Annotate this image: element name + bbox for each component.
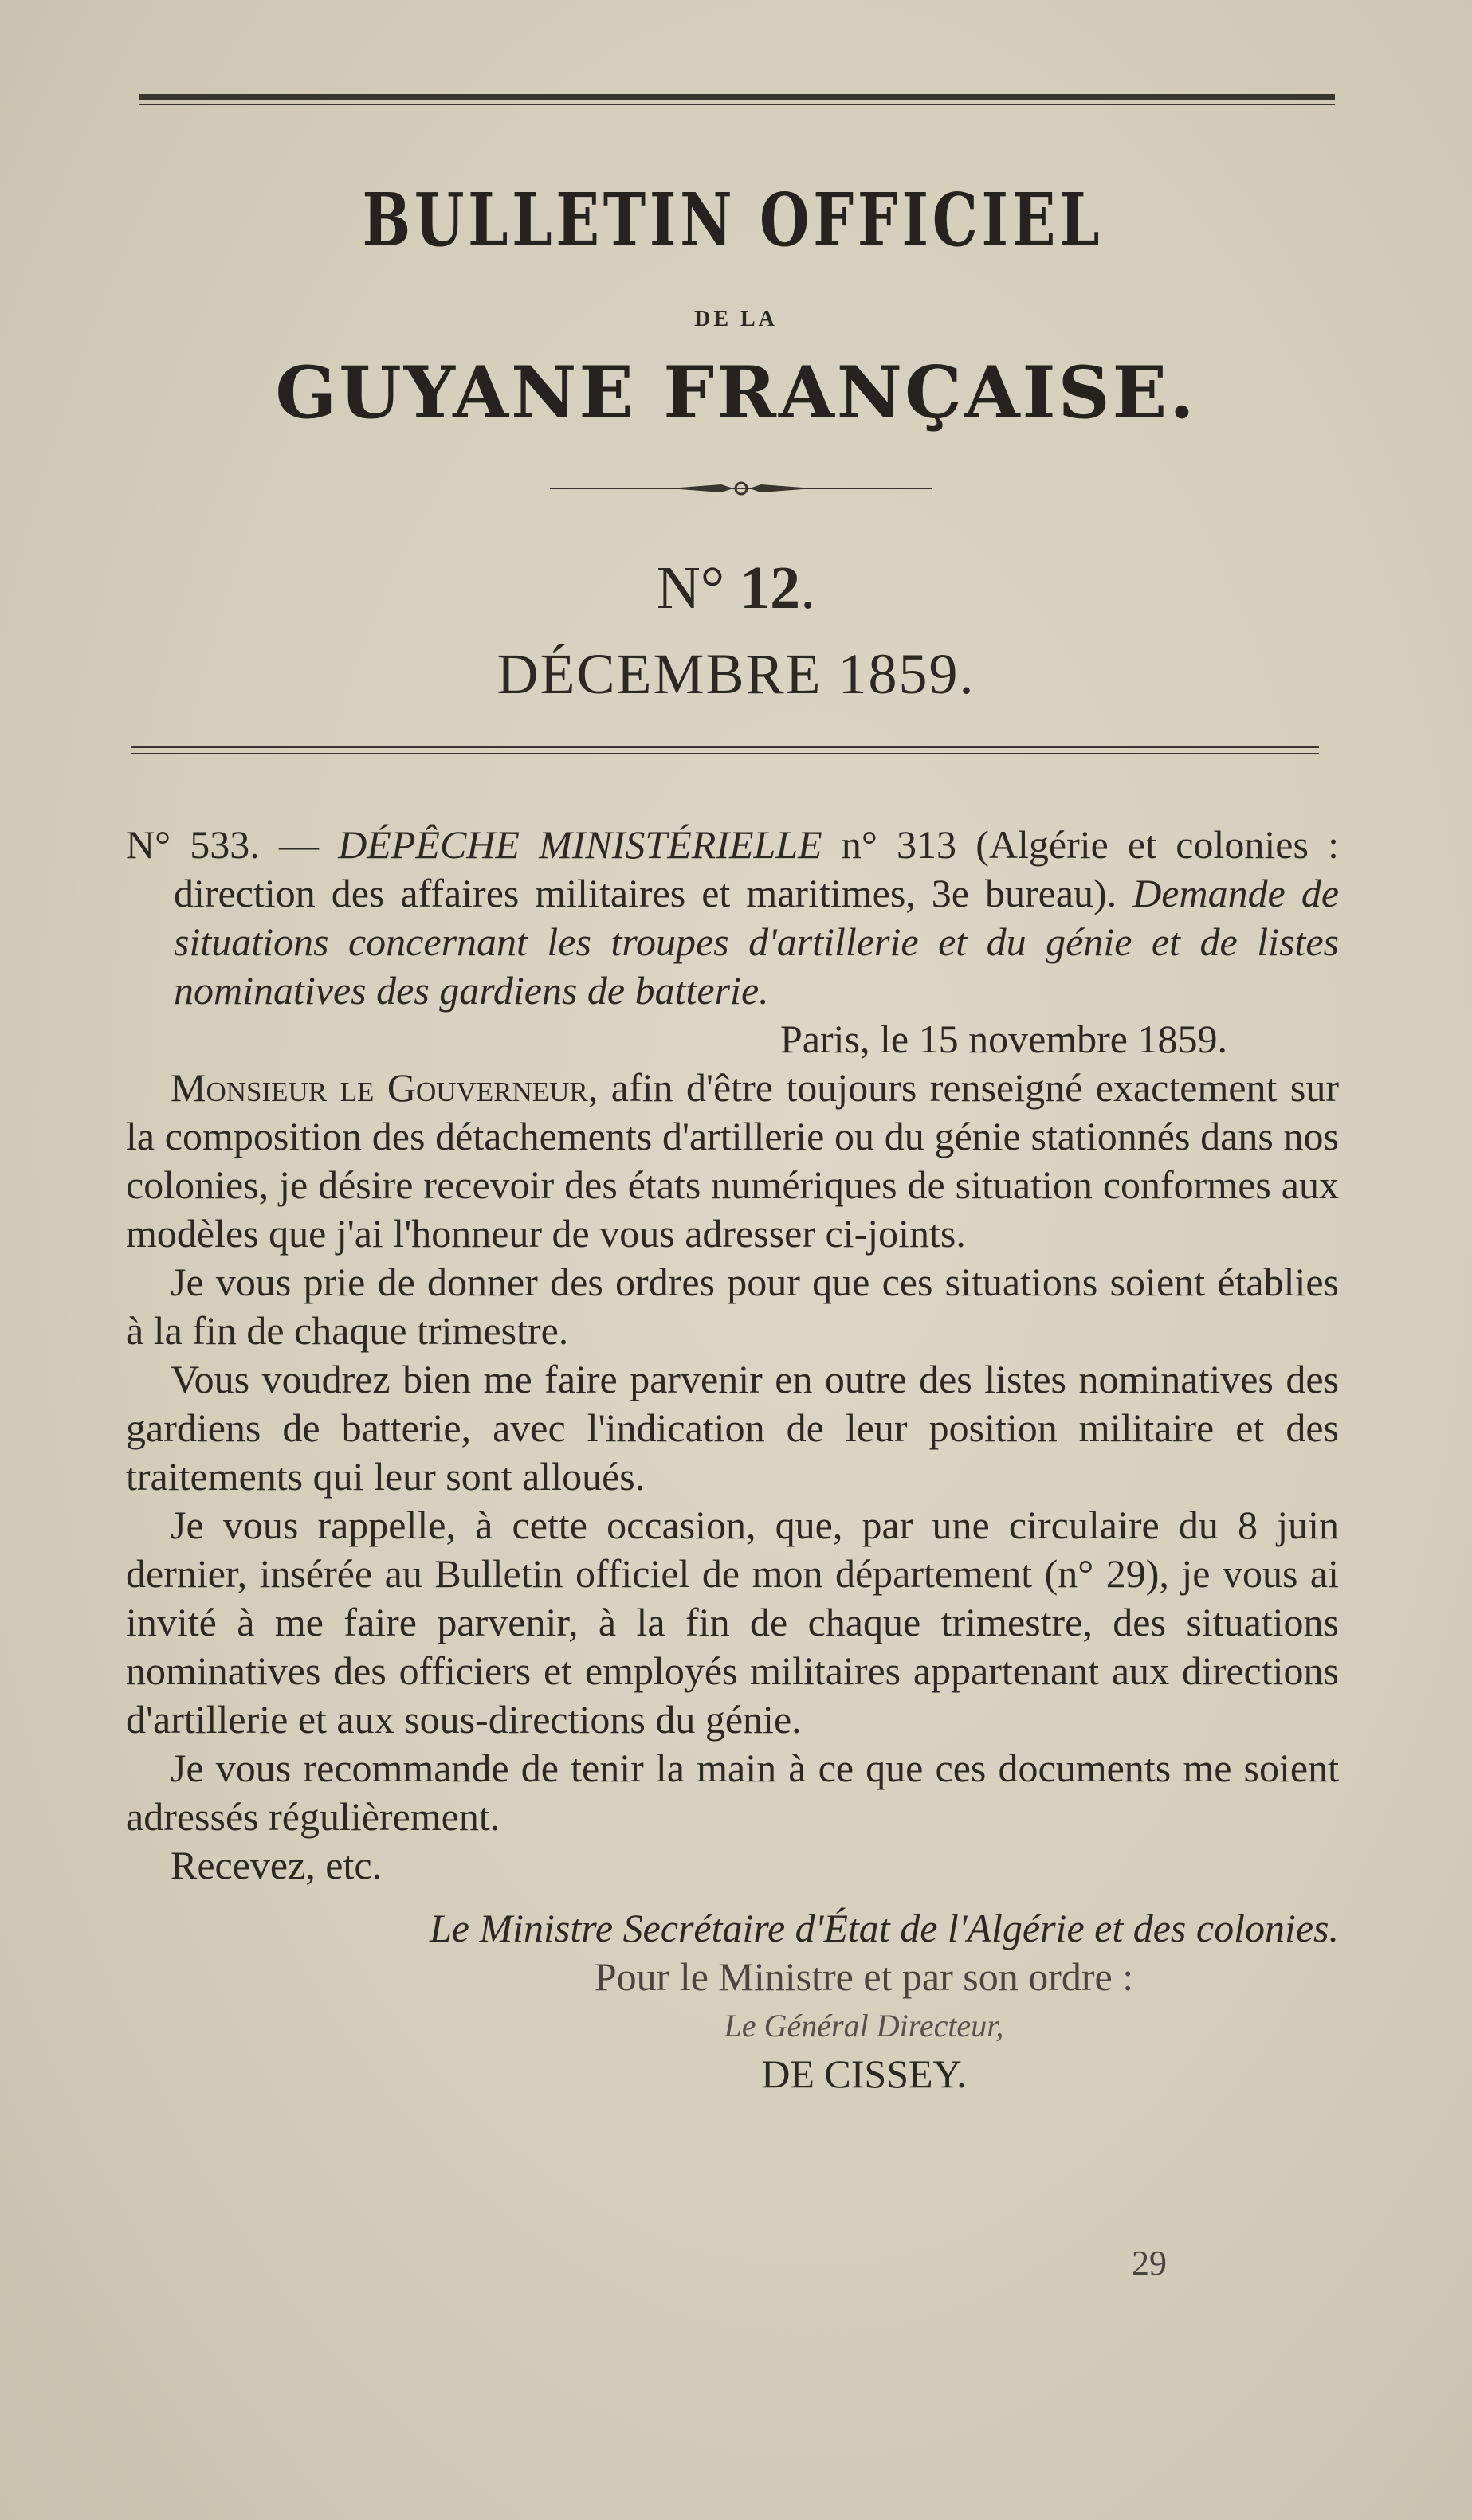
- page-number: 29: [1132, 2244, 1167, 2283]
- entry-heading: [126, 821, 1339, 1015]
- issue-number: [0, 554, 1472, 623]
- paragraph-5: Je vous recommande de tenir la main à ce que ces documents me soient adressés régulièrement.: [126, 1746, 1339, 1839]
- issue-date: DÉCEMBRE 1859.: [497, 642, 975, 706]
- paragraph-1-text: afin d'être toujours renseigné exactement sur la composition des détachements d'artillerie ou du génie stationnés dans nos colonies, je désire recevoir des états numériques de situation conformes aux modèles que j'ai l'honneur de vous adresser ci-joints.: [126, 1065, 1340, 1256]
- entry-heading-rest: n° 313 (Algérie et colonies : direction des affaires militaires et maritimes, 3e bureau).: [174, 822, 1340, 915]
- paragraph-1: [126, 1064, 1339, 1258]
- paragraph-3: Vous voudrez bien me faire parvenir en outre des listes nominatives des gardiens de batterie, avec l'indication de leur position militaire et des traitements qui leur sont alloués.: [126, 1357, 1339, 1499]
- signature-delegation: Pour le Ministre et par son ordre :: [594, 1954, 1134, 1999]
- entry-doc-type: DÉPÊCHE MINISTÉRIELLE: [338, 822, 822, 867]
- place-date: Paris, le 15 novembre 1859.: [779, 1017, 1227, 1061]
- issue-number-value: 12: [740, 555, 801, 621]
- entry-subject: Demande de situations concernant les troupes d'artillerie et du génie et de listes nominatives des gardiens de batterie.: [174, 871, 1340, 1013]
- salutation: Monsieur le Gouverneur,: [171, 1065, 599, 1110]
- masthead-de-la: DE LA: [694, 307, 778, 331]
- masthead-title: BULLETIN OFFICIEL: [362, 177, 1104, 263]
- issue-number-prefix: N°: [656, 555, 725, 621]
- entry-number: N° 533. —: [126, 822, 319, 867]
- issue-number-suffix: .: [800, 555, 816, 621]
- signature-role: Le Général Directeur,: [724, 2008, 1004, 2044]
- paragraph-4: Je vous rappelle, à cette occasion, que, par une circulaire du 8 juin dernier, insérée au Bulletin officiel de mon département (n° 29), je vous ai invité à me faire parvenir, à la fin de chaque trimestre, des situations nominatives des officiers et employés militaires appartenant aux directions d'artillerie et aux sous-directions du génie.: [126, 1503, 1339, 1742]
- document-body: [126, 821, 1339, 2099]
- ornament-divider: [550, 476, 932, 500]
- section-double-rule: [131, 746, 1319, 754]
- closing: Recevez, etc.: [171, 1843, 383, 1887]
- signature-title: Le Ministre Secrétaire d'État de l'Algérie et des colonies.: [429, 1906, 1339, 1950]
- masthead-subtitle: GUYANE FRANÇAISE.: [275, 351, 1197, 435]
- signature-name: DE CISSEY.: [761, 2052, 967, 2096]
- top-double-rule: [139, 94, 1335, 105]
- paragraph-2: Je vous prie de donner des ordres pour que ces situations soient établies à la fin de chaque trimestre.: [126, 1260, 1339, 1353]
